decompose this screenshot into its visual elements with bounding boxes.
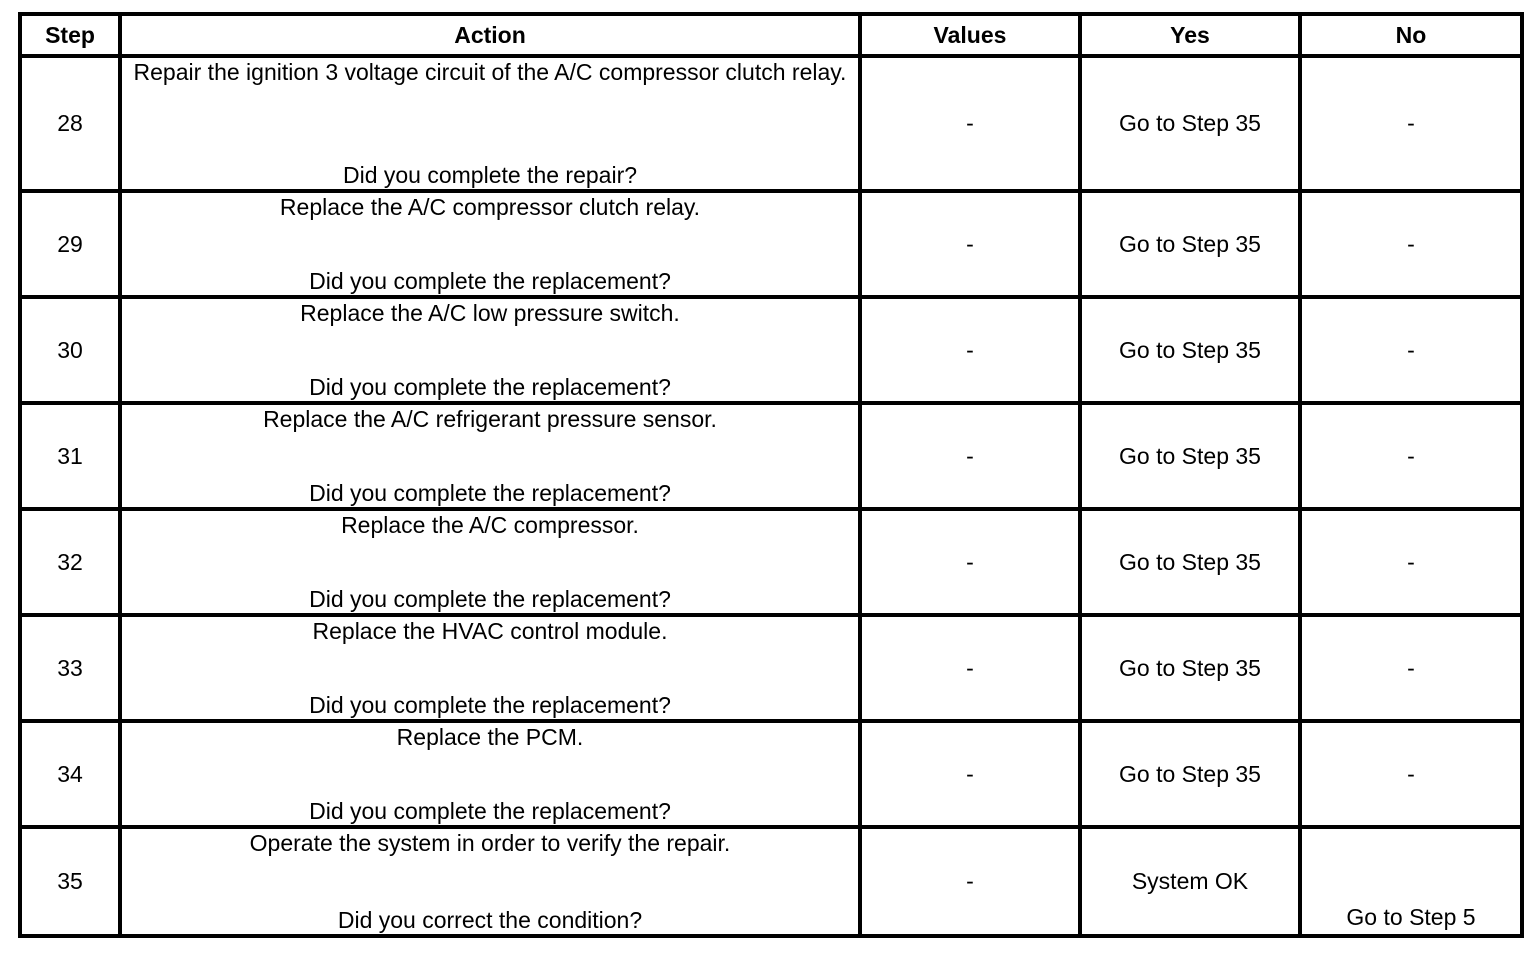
action-question: Did you complete the replacement? xyxy=(309,586,671,612)
yes-cell: Go to Step 35 xyxy=(1080,721,1300,827)
no-cell: - xyxy=(1300,615,1522,721)
action-cell xyxy=(120,509,860,615)
action-question: Did you complete the replacement? xyxy=(309,480,671,506)
table-row xyxy=(20,403,1522,509)
yes-cell: Go to Step 35 xyxy=(1080,509,1300,615)
action-text: Replace the A/C refrigerant pressure sensor. xyxy=(263,406,717,432)
header-action: Action xyxy=(120,14,860,56)
no-cell: - xyxy=(1300,297,1522,403)
header-values: Values xyxy=(860,14,1080,56)
table-row xyxy=(20,827,1522,936)
yes-cell: System OK xyxy=(1080,827,1300,936)
no-cell: - xyxy=(1300,56,1522,191)
action-text: Operate the system in order to verify the repair. xyxy=(249,830,731,856)
yes-cell: Go to Step 35 xyxy=(1080,297,1300,403)
table-row xyxy=(20,297,1522,403)
action-question: Did you complete the replacement? xyxy=(309,374,671,400)
no-cell: - xyxy=(1300,403,1522,509)
action-question: Did you complete the replacement? xyxy=(309,798,671,824)
action-cell xyxy=(120,721,860,827)
table-row xyxy=(20,721,1522,827)
yes-cell: Go to Step 35 xyxy=(1080,191,1300,297)
table-row xyxy=(20,615,1522,721)
action-cell xyxy=(120,297,860,403)
step-cell: 31 xyxy=(20,403,120,509)
action-text: Replace the PCM. xyxy=(396,724,584,750)
action-text: Replace the A/C compressor clutch relay. xyxy=(279,194,701,220)
values-cell: - xyxy=(860,721,1080,827)
action-cell xyxy=(120,191,860,297)
step-cell: 34 xyxy=(20,721,120,827)
table-row xyxy=(20,56,1522,191)
step-cell: 32 xyxy=(20,509,120,615)
no-cell: - xyxy=(1300,721,1522,827)
values-cell: - xyxy=(860,509,1080,615)
table-row xyxy=(20,509,1522,615)
action-question: Did you correct the condition? xyxy=(337,907,643,933)
action-question: Did you complete the replacement? xyxy=(309,692,671,718)
values-cell: - xyxy=(860,615,1080,721)
table-body xyxy=(20,56,1522,936)
header-no: No xyxy=(1300,14,1522,56)
diagnostic-table xyxy=(18,12,1524,938)
yes-cell: Go to Step 35 xyxy=(1080,56,1300,191)
action-text: Replace the A/C low pressure switch. xyxy=(300,300,680,326)
action-question: Did you complete the replacement? xyxy=(309,268,671,294)
no-cell: - xyxy=(1300,509,1522,615)
action-question: Did you complete the repair? xyxy=(342,162,638,188)
header-step: Step xyxy=(20,14,120,56)
no-cell: - xyxy=(1300,191,1522,297)
action-text: Replace the A/C compressor. xyxy=(341,512,639,538)
yes-cell: Go to Step 35 xyxy=(1080,615,1300,721)
step-cell: 30 xyxy=(20,297,120,403)
action-cell xyxy=(120,403,860,509)
action-text: Repair the ignition 3 voltage circuit of the A/C compressor clutch relay. xyxy=(133,59,847,85)
action-cell xyxy=(120,827,860,936)
table-row xyxy=(20,191,1522,297)
no-cell: Go to Step 5 xyxy=(1300,827,1522,936)
header-yes: Yes xyxy=(1080,14,1300,56)
step-cell: 29 xyxy=(20,191,120,297)
step-cell: 33 xyxy=(20,615,120,721)
values-cell: - xyxy=(860,56,1080,191)
step-cell: 28 xyxy=(20,56,120,191)
action-cell xyxy=(120,56,860,191)
action-text: Replace the HVAC control module. xyxy=(312,618,668,644)
step-cell: 35 xyxy=(20,827,120,936)
values-cell: - xyxy=(860,297,1080,403)
values-cell: - xyxy=(860,827,1080,936)
values-cell: - xyxy=(860,403,1080,509)
header-row xyxy=(20,14,1522,56)
action-cell xyxy=(120,615,860,721)
yes-cell: Go to Step 35 xyxy=(1080,403,1300,509)
values-cell: - xyxy=(860,191,1080,297)
